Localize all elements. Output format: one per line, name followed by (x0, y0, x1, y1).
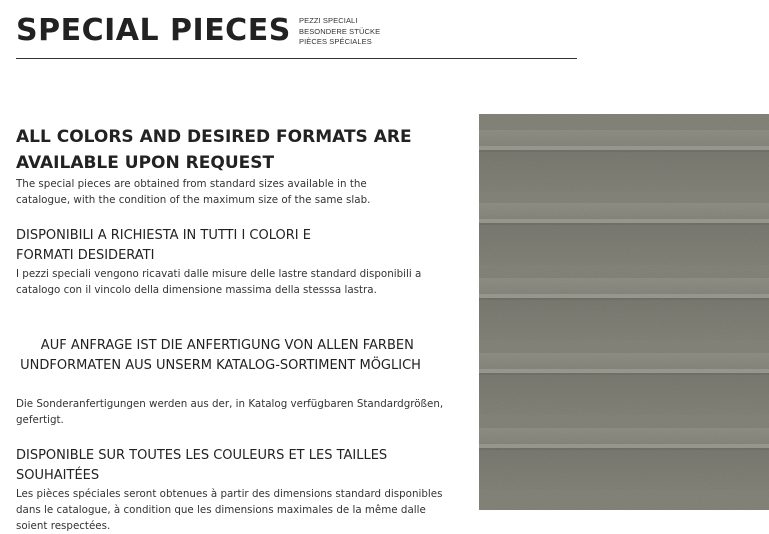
subtitle-italian: PEZZI SPECIALI (299, 16, 358, 25)
heading-line: UNDFORMATEN AUS UNSERM KATALOG-SORTIMENT MÖGLICH (16, 358, 421, 373)
italian-text (16, 266, 466, 298)
header-divider (16, 58, 577, 59)
heading-line: SOUHAITÉES (16, 468, 100, 483)
heading-line: AUF ANFRAGE IST DIE ANFERTIGUNG VON ALLEN FARBEN (40, 338, 414, 353)
section-french (16, 446, 466, 534)
content-column (16, 124, 466, 534)
page-title: SPECIAL PIECES (16, 13, 291, 48)
text-line: Die Sonderanfertigungen werden aus der, in Katalog verfügbaren Standardgrößen, (16, 398, 444, 410)
section-german (16, 316, 466, 428)
heading-line: DISPONIBLE SUR TOUTES LES COULEURS ET LES TAILLES (16, 448, 388, 463)
heading-line: FORMATI DESIDERATI (16, 248, 155, 263)
text-line: catalogue, with the condition of the maximum size of the same slab. (16, 194, 371, 206)
section-italian (16, 226, 466, 298)
subtitle-german: BESONDERE STÜCKE (299, 26, 381, 36)
section-english (16, 124, 466, 208)
stone-texture (479, 114, 769, 510)
french-text (16, 486, 466, 534)
text-line: catalogo con il vincolo della dimensione massima della stesssa lastra. (16, 284, 377, 296)
text-line: Les pièces spéciales seront obtenues à partir des dimensions standard disponibles (16, 488, 443, 500)
english-text (16, 176, 466, 208)
text-line: soient respectées. (16, 520, 111, 532)
german-heading (16, 316, 466, 396)
text-line: I pezzi speciali vengono ricavati dalle misure delle lastre standard disponibili a (16, 268, 422, 280)
heading-line: DISPONIBILI A RICHIESTA IN TUTTI I COLORI E (16, 228, 311, 243)
stone-stairs-image (479, 114, 769, 510)
main-heading-line: AVAILABLE UPON REQUEST (16, 153, 275, 173)
text-line: gefertigt. (16, 414, 64, 426)
german-text (16, 396, 466, 428)
title-translations (299, 16, 380, 48)
french-heading (16, 446, 466, 486)
stairs-illustration (479, 114, 769, 510)
main-heading (16, 124, 436, 176)
italian-heading (16, 226, 466, 266)
text-line: The special pieces are obtained from standard sizes available in the (16, 178, 367, 190)
text-line: dans le catalogue, à condition que les dimensions maximales de la même dalle (16, 504, 426, 516)
subtitle-french: PIÈCES SPÉCIALES (299, 37, 372, 46)
main-heading-line: ALL COLORS AND DESIRED FORMATS ARE (16, 127, 412, 147)
